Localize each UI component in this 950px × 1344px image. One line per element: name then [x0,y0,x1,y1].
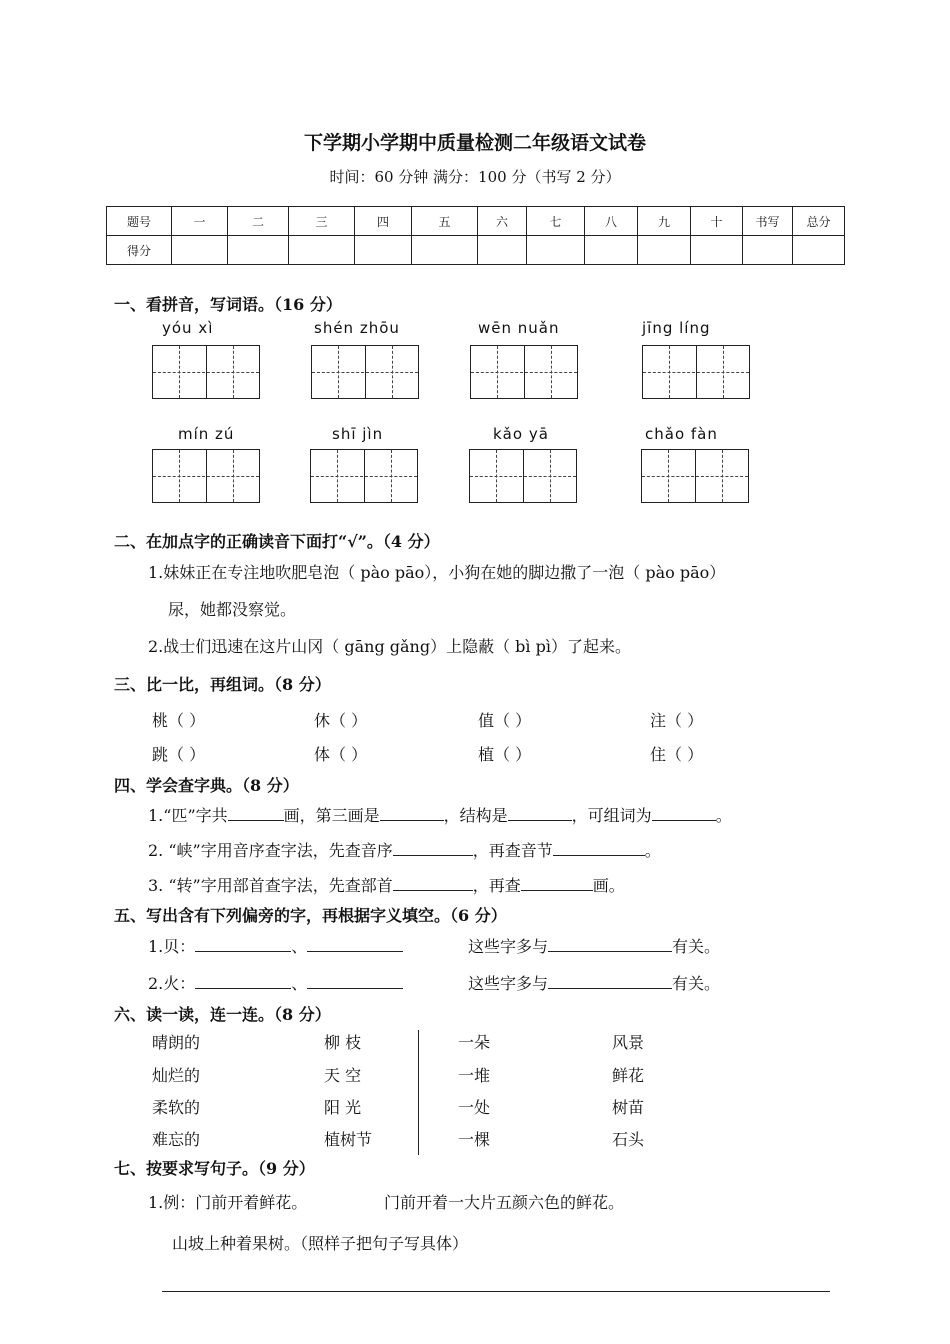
text-part: ，可组词为 [571,806,652,825]
score-cell[interactable] [289,236,355,265]
writing-grid[interactable] [152,345,260,399]
answer-blank[interactable] [195,974,291,989]
word-compare-item[interactable]: 注（ ） [650,711,704,730]
writing-grid[interactable] [152,449,260,503]
page-title: 下学期小学期中质量检测二年级语文试卷 [303,132,646,154]
text-part: ，结构是 [443,806,508,825]
score-cell[interactable] [691,236,743,265]
pinyin-label: yóu xì [162,319,214,337]
question-text [148,803,732,826]
example-sentence: 1.例：门前开着鲜花。 [148,1193,308,1212]
answer-line[interactable] [162,1291,830,1292]
writing-grid[interactable] [642,345,750,399]
writing-grid[interactable] [311,345,419,399]
word-compare-item[interactable]: 体（ ） [314,745,368,764]
question-text [148,873,625,896]
text-part: 3. “转”字用部首查字法，先查部首 [148,876,393,895]
score-cell[interactable] [228,236,289,265]
pinyin-label: kǎo yā [493,425,549,443]
task-sentence: 山坡上种着果树。（照样子把句子写具体） [172,1234,469,1253]
text-part: 1.“匹”字共 [148,806,228,825]
score-column: 五 [412,207,478,236]
score-column: 九 [638,207,691,236]
text-part: 有关。 [672,937,721,956]
score-column: 四 [355,207,412,236]
question-text [148,971,403,994]
score-cell[interactable] [638,236,691,265]
match-item[interactable]: 风景 [612,1033,645,1052]
answer-blank[interactable] [195,937,291,952]
text-part: 画，第三画是 [283,806,380,825]
text-part: 、 [291,974,308,993]
score-cell[interactable] [355,236,412,265]
word-compare-item[interactable]: 植（ ） [478,745,532,764]
question-text: 2.战士们迅速在这片山冈（ gāng gǎng）上隐蔽（ bì pì）了起来。 [148,637,631,656]
answer-blank[interactable] [307,937,403,952]
writing-grid[interactable] [469,449,577,503]
answer-blank[interactable] [393,876,473,891]
question-text: 尿，她都没察觉。 [168,600,297,619]
column-divider [418,1030,419,1155]
pinyin-label: jīng líng [642,319,711,337]
match-item[interactable]: 晴朗的 [152,1033,201,1052]
question-text [148,934,403,957]
score-column: 八 [585,207,638,236]
score-column: 书写 [743,207,793,236]
score-cell[interactable] [527,236,585,265]
match-item[interactable]: 树苗 [612,1098,645,1117]
question-text [468,934,720,957]
pinyin-label: chǎo fàn [645,425,718,443]
score-column: 七 [527,207,585,236]
section-6-heading: 六、读一读，连一连。（8 分） [114,1005,331,1024]
question-text [148,838,661,861]
text-part: 2.火： [148,974,196,993]
word-compare-item[interactable]: 跳（ ） [152,745,206,764]
score-cell[interactable] [585,236,638,265]
section-1-heading: 一、看拼音，写词语。（16 分） [114,295,342,314]
score-cell[interactable] [412,236,478,265]
answer-blank[interactable] [508,806,572,821]
question-text: 1.妹妹正在专注地吹肥皂泡（ pào pāo），小狗在她的脚边撒了一泡（ pào pāo） [148,563,726,582]
answer-blank[interactable] [307,974,403,989]
match-item[interactable]: 柳 枝 [324,1033,362,1052]
pinyin-label: shī jìn [332,425,384,443]
text-part: 。 [715,806,732,825]
answer-blank[interactable] [393,841,473,856]
writing-grid[interactable] [470,345,578,399]
score-column: 一 [172,207,228,236]
match-item[interactable]: 一棵 [458,1130,491,1149]
match-item[interactable]: 植树节 [324,1130,373,1149]
score-column: 十 [691,207,743,236]
score-cell[interactable] [478,236,527,265]
score-column: 六 [478,207,527,236]
word-compare-item[interactable]: 桃（ ） [152,711,206,730]
writing-grid[interactable] [641,449,749,503]
question-text [468,971,720,994]
match-item[interactable]: 一处 [458,1098,491,1117]
text-part: 画。 [592,876,625,895]
section-3-heading: 三、比一比，再组词。（8 分） [114,675,331,694]
score-cell[interactable] [793,236,845,265]
match-item[interactable]: 天 空 [324,1066,362,1085]
word-compare-item[interactable]: 住（ ） [650,745,704,764]
text-part: 有关。 [672,974,721,993]
text-part: 、 [291,937,308,956]
answer-blank[interactable] [380,806,444,821]
score-row-label: 题号 [107,207,172,236]
answer-blank[interactable] [548,974,672,989]
answer-blank[interactable] [548,937,672,952]
word-compare-item[interactable]: 值（ ） [478,711,532,730]
exam-info: 时间：60 分钟 满分：100 分（书写 2 分） [329,168,621,186]
match-item[interactable]: 阳 光 [324,1098,362,1117]
answer-blank[interactable] [553,841,645,856]
match-item[interactable]: 难忘的 [152,1130,201,1149]
pinyin-label: mín zú [178,425,235,443]
match-item[interactable]: 石头 [612,1130,645,1149]
score-header-row [107,207,845,236]
score-cell[interactable] [172,236,228,265]
pinyin-label: wēn nuǎn [478,319,560,337]
text-part: 。 [644,841,661,860]
section-2-heading: 二、在加点字的正确读音下面打“√”。（4 分） [114,532,440,551]
match-item[interactable]: 一朵 [458,1033,491,1052]
match-item[interactable]: 一堆 [458,1066,491,1085]
section-7-heading: 七、按要求写句子。（9 分） [114,1159,315,1178]
text-part: 2. “峡”字用音序查字法，先查音序 [148,841,393,860]
section-5-heading: 五、写出含有下列偏旁的字，再根据字义填空。（6 分） [114,906,507,925]
answer-blank[interactable] [521,876,593,891]
score-row-label: 得分 [107,236,172,265]
section-4-heading: 四、学会查字典。（8 分） [114,776,299,795]
match-item[interactable]: 鲜花 [612,1066,645,1085]
example-answer: 门前开着一大片五颜六色的鲜花。 [384,1193,625,1212]
pinyin-label: shén zhōu [314,319,400,337]
match-item[interactable]: 柔软的 [152,1098,201,1117]
match-item[interactable]: 灿烂的 [152,1066,201,1085]
score-value-row [107,236,845,265]
score-table [106,206,845,265]
answer-blank[interactable] [652,806,716,821]
score-column: 总分 [793,207,845,236]
text-part: 这些字多与 [468,937,549,956]
writing-grid[interactable] [310,449,418,503]
answer-blank[interactable] [228,806,284,821]
score-column: 二 [228,207,289,236]
score-cell[interactable] [743,236,793,265]
word-compare-item[interactable]: 休（ ） [314,711,368,730]
text-part: 1.贝： [148,937,196,956]
text-part: 这些字多与 [468,974,549,993]
text-part: ，再查音节 [472,841,553,860]
text-part: ，再查 [472,876,521,895]
score-column: 三 [289,207,355,236]
